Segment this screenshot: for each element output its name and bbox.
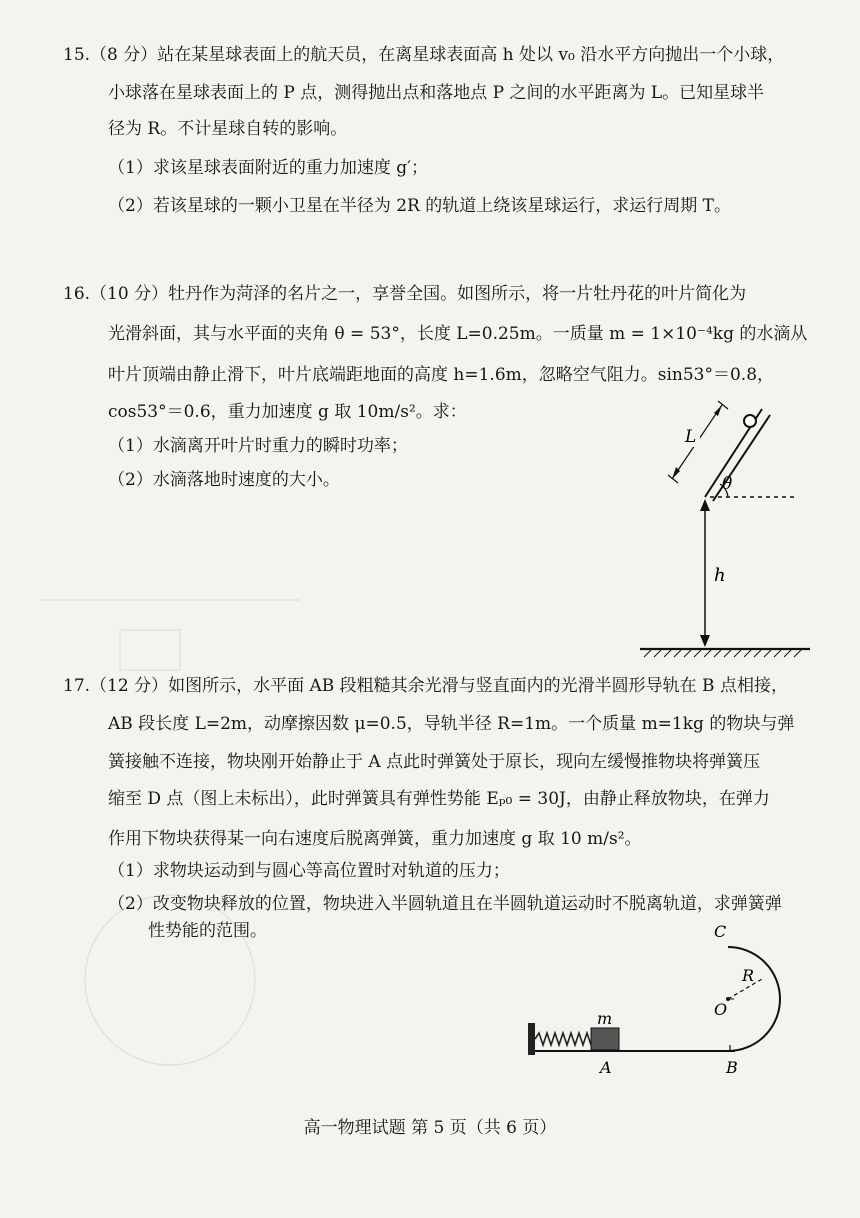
- q17-line-4: 缩至 D 点（图上未标出），此时弹簧具有弹性势能 Eₚ₀ = 30J，由静止释放物块，在弹力: [108, 789, 770, 809]
- q17-part-2: （2）改变物块释放的位置，物块进入半圆轨道且在半圆轨道运动时不脱离轨道，求弹簧弹: [108, 894, 782, 914]
- q15-line-1: 15.（8 分）站在某星球表面上的航天员，在离星球表面高 h 处以 v₀ 沿水平方向抛出一个小球，: [63, 45, 785, 65]
- q16-line-4: cos53°＝0.6，重力加速度 g 取 10m/s²。求：: [108, 402, 467, 422]
- mass-label: m: [597, 1009, 613, 1028]
- q17-part-1: （1）求物块运动到与圆心等高位置时对轨道的压力；: [108, 861, 510, 881]
- ground-hatching: [644, 649, 802, 657]
- radius-label: R: [742, 966, 755, 985]
- q16-line-1: 16.（10 分）牡丹作为菏泽的名片之一，享誉全国。如图所示，将一片牡丹花的叶片简化为: [63, 284, 747, 304]
- q16-part-1: （1）水滴离开叶片时重力的瞬时功率；: [108, 436, 408, 456]
- q17-line-3: 簧接触不连接，物块刚开始静止于 A 点此时弹簧处于原长，现向左缓慢推物块将弹簧压: [108, 752, 761, 772]
- center-label: O: [714, 1000, 728, 1019]
- q15-line-2: 小球落在星球表面上的 P 点，测得抛出点和落地点 P 之间的水平距离为 L。已知星球半: [108, 83, 765, 103]
- q15-line-3: 径为 R。不计星球自转的影响。: [108, 119, 348, 139]
- q15-part-2: （2）若该星球的一颗小卫星在半径为 2R 的轨道上绕该星球运行，求运行周期 T。: [108, 196, 731, 216]
- water-droplet: [744, 415, 756, 427]
- q15-part-1: （1）求该星球表面附近的重力加速度 g′；: [108, 158, 428, 178]
- point-b-label: B: [726, 1058, 738, 1075]
- q17-line-5: 作用下物块获得某一向右速度后脱离弹簧，重力加速度 g 取 10 m/s²。: [108, 829, 642, 849]
- block-m: [591, 1028, 619, 1050]
- leaf-slope-diagram: [610, 385, 830, 665]
- page-footer: 高一物理试题 第 5 页（共 6 页）: [303, 1118, 557, 1138]
- spring-track-diagram: [520, 915, 820, 1075]
- length-label: L: [685, 427, 697, 447]
- height-arrow-bottom: [700, 635, 710, 647]
- q17-line-1: 17.（12 分）如图所示，水平面 AB 段粗糙其余光滑与竖直面内的光滑半圆形导轨在 B 点相接，: [63, 676, 788, 696]
- q17-part-2-cont: 性势能的范围。: [148, 921, 267, 941]
- q17-line-2: AB 段长度 L=2m，动摩擦因数 μ=0.5，导轨半径 R=1m。一个质量 m=1kg 的物块与弹: [108, 714, 795, 734]
- height-arrow-top: [700, 499, 710, 511]
- q16-part-2: （2）水滴落地时速度的大小。: [108, 470, 340, 490]
- q16-line-3: 叶片顶端由静止滑下，叶片底端距地面的高度 h=1.6m，忽略空气阻力。sin53°＝0.8，: [108, 365, 775, 385]
- q16-line-2: 光滑斜面，其与水平面的夹角 θ = 53°，长度 L=0.25m。一质量 m = 1×10⁻⁴kg 的水滴从: [108, 324, 808, 344]
- height-label: h: [714, 565, 726, 586]
- semicircle-track: [728, 947, 780, 1051]
- point-a-label: A: [600, 1058, 612, 1075]
- point-c-label: C: [714, 922, 727, 941]
- theta-label: θ: [722, 474, 733, 494]
- wall: [528, 1023, 535, 1055]
